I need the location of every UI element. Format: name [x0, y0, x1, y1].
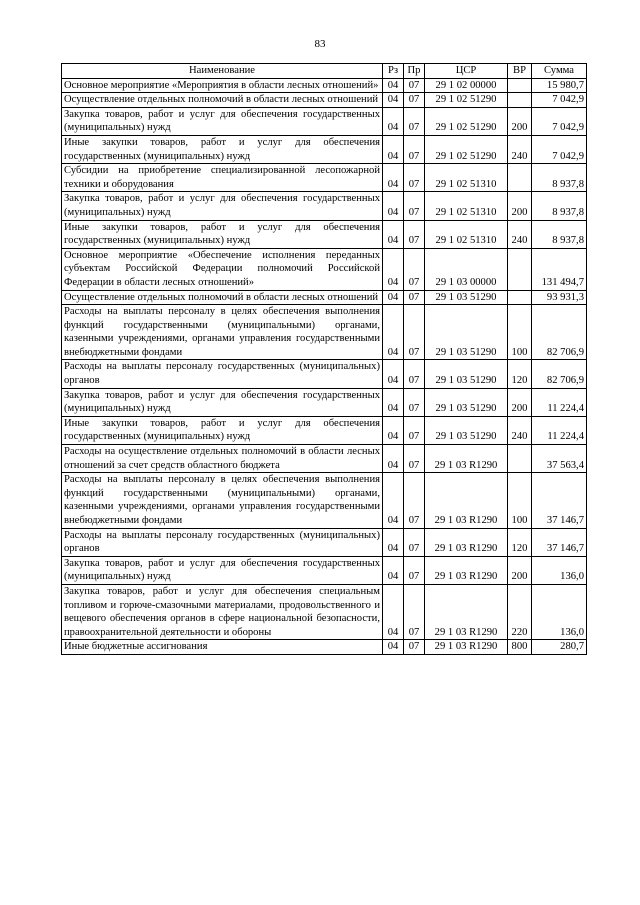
- table-row: [62, 528, 587, 556]
- row-vr: 100: [508, 473, 532, 528]
- column-header-csr: ЦСР: [425, 64, 508, 79]
- row-vr: 200: [508, 192, 532, 220]
- row-name: Основное мероприятие «Обеспечение исполнения переданных субъектам Российской Федерации полномочий Российской Федерации в области лесных отношений»: [62, 248, 383, 290]
- row-csr: 29 1 02 51290: [425, 107, 508, 135]
- table-row: [62, 290, 587, 305]
- column-header-name: Наименование: [62, 64, 383, 79]
- row-csr: 29 1 02 51310: [425, 192, 508, 220]
- row-rz: 04: [383, 360, 404, 388]
- row-pr: 07: [404, 248, 425, 290]
- row-vr: 240: [508, 416, 532, 444]
- row-pr: 07: [404, 305, 425, 360]
- row-rz: 04: [383, 220, 404, 248]
- table-row: [62, 93, 587, 108]
- row-sum: 82 706,9: [532, 305, 587, 360]
- row-sum: 8 937,8: [532, 164, 587, 192]
- row-pr: 07: [404, 445, 425, 473]
- row-csr: 29 1 02 51310: [425, 164, 508, 192]
- table-row: [62, 360, 587, 388]
- row-vr: [508, 290, 532, 305]
- row-pr: 07: [404, 528, 425, 556]
- row-vr: 200: [508, 388, 532, 416]
- row-vr: 120: [508, 360, 532, 388]
- row-sum: 136,0: [532, 556, 587, 584]
- row-rz: 04: [383, 107, 404, 135]
- row-csr: 29 1 03 51290: [425, 290, 508, 305]
- row-vr: 800: [508, 640, 532, 655]
- row-csr: 29 1 03 51290: [425, 416, 508, 444]
- row-name: Субсидии на приобретение специализированной лесопожарной техники и оборудования: [62, 164, 383, 192]
- row-name: Основное мероприятие «Мероприятия в области лесных отношений»: [62, 78, 383, 93]
- row-vr: 240: [508, 220, 532, 248]
- column-header-rz: Рз: [383, 64, 404, 79]
- row-sum: 37 146,7: [532, 473, 587, 528]
- row-pr: 07: [404, 135, 425, 163]
- row-rz: 04: [383, 248, 404, 290]
- row-csr: 29 1 03 R1290: [425, 528, 508, 556]
- row-sum: 37 563,4: [532, 445, 587, 473]
- row-csr: 29 1 03 51290: [425, 305, 508, 360]
- row-name: Иные бюджетные ассигнования: [62, 640, 383, 655]
- row-pr: 07: [404, 556, 425, 584]
- row-vr: 120: [508, 528, 532, 556]
- row-rz: 04: [383, 290, 404, 305]
- row-pr: 07: [404, 640, 425, 655]
- row-csr: 29 1 03 R1290: [425, 584, 508, 639]
- table-row: [62, 135, 587, 163]
- row-rz: 04: [383, 388, 404, 416]
- table-row: [62, 640, 587, 655]
- row-name: Расходы на выплаты персоналу государственных (муниципальных) органов: [62, 528, 383, 556]
- page-number: 83: [314, 38, 326, 50]
- row-pr: 07: [404, 416, 425, 444]
- row-vr: 200: [508, 556, 532, 584]
- table-row: [62, 556, 587, 584]
- row-sum: 280,7: [532, 640, 587, 655]
- row-name: Расходы на выплаты персоналу в целях обеспечения выполнения функций государственными (муниципальными) органами, казенными учреждениями, органами управления государственными внебюджетными фондами: [62, 305, 383, 360]
- row-sum: 7 042,9: [532, 135, 587, 163]
- row-name: Расходы на выплаты персоналу государственных (муниципальных) органов: [62, 360, 383, 388]
- row-sum: 82 706,9: [532, 360, 587, 388]
- row-csr: 29 1 03 00000: [425, 248, 508, 290]
- row-sum: 136,0: [532, 584, 587, 639]
- row-name: Закупка товаров, работ и услуг для обеспечения государственных (муниципальных) нужд: [62, 556, 383, 584]
- row-vr: 100: [508, 305, 532, 360]
- row-rz: 04: [383, 78, 404, 93]
- row-sum: 15 980,7: [532, 78, 587, 93]
- row-sum: 37 146,7: [532, 528, 587, 556]
- row-vr: [508, 78, 532, 93]
- row-sum: 93 931,3: [532, 290, 587, 305]
- row-pr: 07: [404, 290, 425, 305]
- table-row: [62, 248, 587, 290]
- row-rz: 04: [383, 305, 404, 360]
- row-rz: 04: [383, 556, 404, 584]
- row-rz: 04: [383, 135, 404, 163]
- row-sum: 8 937,8: [532, 192, 587, 220]
- row-pr: 07: [404, 107, 425, 135]
- table-row: [62, 305, 587, 360]
- row-csr: 29 1 03 R1290: [425, 640, 508, 655]
- row-vr: [508, 164, 532, 192]
- row-vr: 220: [508, 584, 532, 639]
- row-pr: 07: [404, 388, 425, 416]
- table-row: [62, 220, 587, 248]
- table-row: [62, 584, 587, 639]
- row-csr: 29 1 02 00000: [425, 78, 508, 93]
- row-pr: 07: [404, 164, 425, 192]
- table-row: [62, 164, 587, 192]
- row-name: Закупка товаров, работ и услуг для обеспечения государственных (муниципальных) нужд: [62, 107, 383, 135]
- table-row: [62, 416, 587, 444]
- row-rz: 04: [383, 640, 404, 655]
- row-csr: 29 1 02 51290: [425, 93, 508, 108]
- row-sum: 7 042,9: [532, 107, 587, 135]
- row-vr: 200: [508, 107, 532, 135]
- row-sum: 8 937,8: [532, 220, 587, 248]
- row-name: Закупка товаров, работ и услуг для обеспечения государственных (муниципальных) нужд: [62, 192, 383, 220]
- row-rz: 04: [383, 164, 404, 192]
- table-row: [62, 445, 587, 473]
- row-rz: 04: [383, 192, 404, 220]
- row-rz: 04: [383, 416, 404, 444]
- row-name: Расходы на выплаты персоналу в целях обеспечения выполнения функций государственными (муниципальными) органами, казенными учреждениями, органами управления государственными внебюджетными фондами: [62, 473, 383, 528]
- row-rz: 04: [383, 584, 404, 639]
- row-name: Осуществление отдельных полномочий в области лесных отношений: [62, 93, 383, 108]
- table-row: [62, 473, 587, 528]
- table-row: [62, 192, 587, 220]
- row-name: Закупка товаров, работ и услуг для обеспечения специальным топливом и горюче-смазочными материалами, продовольственного и вещевого обеспечения органов в сфере национальной безопасности, правоохранительной деятельности и обороны: [62, 584, 383, 639]
- column-header-pr: Пр: [404, 64, 425, 79]
- row-pr: 07: [404, 192, 425, 220]
- table-header-row: [62, 64, 587, 79]
- row-vr: 240: [508, 135, 532, 163]
- row-csr: 29 1 03 51290: [425, 360, 508, 388]
- row-name: Закупка товаров, работ и услуг для обеспечения государственных (муниципальных) нужд: [62, 388, 383, 416]
- row-vr: [508, 445, 532, 473]
- row-rz: 04: [383, 93, 404, 108]
- row-sum: 7 042,9: [532, 93, 587, 108]
- row-rz: 04: [383, 528, 404, 556]
- row-sum: 11 224,4: [532, 416, 587, 444]
- row-name: Иные закупки товаров, работ и услуг для обеспечения государственных (муниципальных) нужд: [62, 135, 383, 163]
- row-vr: [508, 248, 532, 290]
- row-rz: 04: [383, 473, 404, 528]
- row-pr: 07: [404, 93, 425, 108]
- row-name: Расходы на осуществление отдельных полномочий в области лесных отношений за счет средств областного бюджета: [62, 445, 383, 473]
- budget-table: [61, 63, 587, 655]
- row-csr: 29 1 03 R1290: [425, 556, 508, 584]
- row-csr: 29 1 02 51310: [425, 220, 508, 248]
- row-name: Иные закупки товаров, работ и услуг для обеспечения государственных (муниципальных) нужд: [62, 416, 383, 444]
- table-row: [62, 107, 587, 135]
- row-name: Иные закупки товаров, работ и услуг для обеспечения государственных (муниципальных) нужд: [62, 220, 383, 248]
- row-csr: 29 1 03 R1290: [425, 473, 508, 528]
- column-header-sum: Сумма: [532, 64, 587, 79]
- row-vr: [508, 93, 532, 108]
- row-pr: 07: [404, 220, 425, 248]
- row-pr: 07: [404, 360, 425, 388]
- table-row: [62, 78, 587, 93]
- row-pr: 07: [404, 584, 425, 639]
- row-sum: 11 224,4: [532, 388, 587, 416]
- row-pr: 07: [404, 78, 425, 93]
- row-csr: 29 1 03 R1290: [425, 445, 508, 473]
- row-rz: 04: [383, 445, 404, 473]
- row-pr: 07: [404, 473, 425, 528]
- table-row: [62, 388, 587, 416]
- column-header-vr: ВР: [508, 64, 532, 79]
- row-csr: 29 1 02 51290: [425, 135, 508, 163]
- row-name: Осуществление отдельных полномочий в области лесных отношений: [62, 290, 383, 305]
- row-csr: 29 1 03 51290: [425, 388, 508, 416]
- row-sum: 131 494,7: [532, 248, 587, 290]
